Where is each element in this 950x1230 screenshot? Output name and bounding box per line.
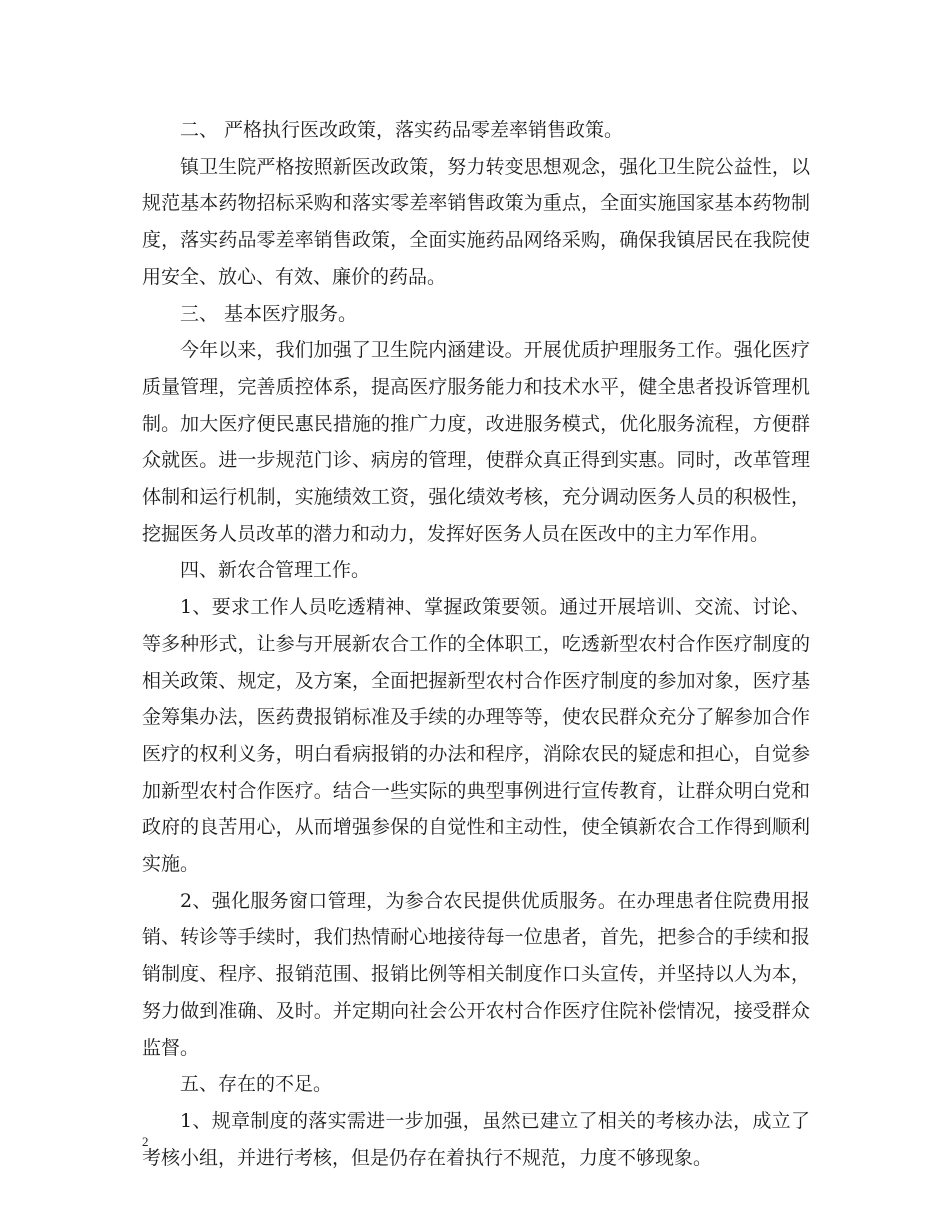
paragraph-drug-policy: 镇卫生院严格按照新医改政策，努力转变思想观念，强化卫生院公益性，以规范基本药物招标采购和落实零差率销售政策为重点，全面实施国家基本药物制度，落实药品零差率销售政策，全面实施药品网络采购，确保我镇居民在我院使用安全、放心、有效、廉价的药品。: [142, 155, 810, 288]
paragraph-medical-service: 今年以来，我们加强了卫生院内涵建设。开展优质护理服务工作。强化医疗质量管理，完善质控体系，提高医疗服务能力和技术水平，健全患者投诉管理机制。加大医疗便民惠民措施的推广力度，改进服务模式，优化服务流程，方便群众就医。进一步规范门诊、病房的管理，使群众真正得到实惠。同时，改革管理体制和运行机制，实施绩效工资，强化绩效考核，充分调动医务人员的积极性，挖掘医务人员改革的潜力和动力，发挥好医务人员在医改中的主力军作用。: [142, 339, 810, 545]
section-heading-4: 四、新农合管理工作。: [180, 559, 371, 582]
section-heading-2: 二、 严格执行医改政策，落实药品零差率销售政策。: [180, 119, 624, 141]
section-heading-3: 三、 基本医疗服务。: [180, 302, 358, 325]
document-body: [142, 112, 810, 1176]
paragraph-service-window: 2、强化服务窗口管理，为参合农民提供优质服务。在办理患者住院费用报销、转诊等手续时，我们热情耐心地接待每一位患者，首先，把参合的手续和报销制度、程序、报销范围、报销比例等相关制度作口头宣传，并坚持以人为本，努力做到准确、及时。并定期向社会公开农村合作医疗住院补偿情况，接受群众监督。: [142, 889, 810, 1059]
page-number: 2: [142, 1134, 149, 1149]
paragraph-ncms-policy: 1、要求工作人员吃透精神、掌握政策要领。通过开展培训、交流、讨论、等多种形式，让参与开展新农合工作的全体职工，吃透新型农村合作医疗制度的相关政策、规定，及方案，全面把握新型农村合作医疗制度的参加对象，医疗基金筹集办法，医药费报销标准及手续的办理等等，使农民群众充分了解参加合作医疗的权利义务，明白看病报销的办法和程序，消除农民的疑虑和担心，自觉参加新型农村合作医疗。结合一些实际的典型事例进行宣传教育，让群众明白党和政府的良苦用心，从而增强参保的自觉性和主动性，使全镇新农合工作得到顺利实施。: [142, 596, 810, 876]
section-heading-5: 五、存在的不足。: [180, 1073, 333, 1096]
paragraph-shortcomings: 1、规章制度的落实需进一步加强，虽然已建立了相关的考核办法，成立了考核小组，并进行考核，但是仍存在着执行不规范，力度不够现象。: [142, 1109, 810, 1169]
